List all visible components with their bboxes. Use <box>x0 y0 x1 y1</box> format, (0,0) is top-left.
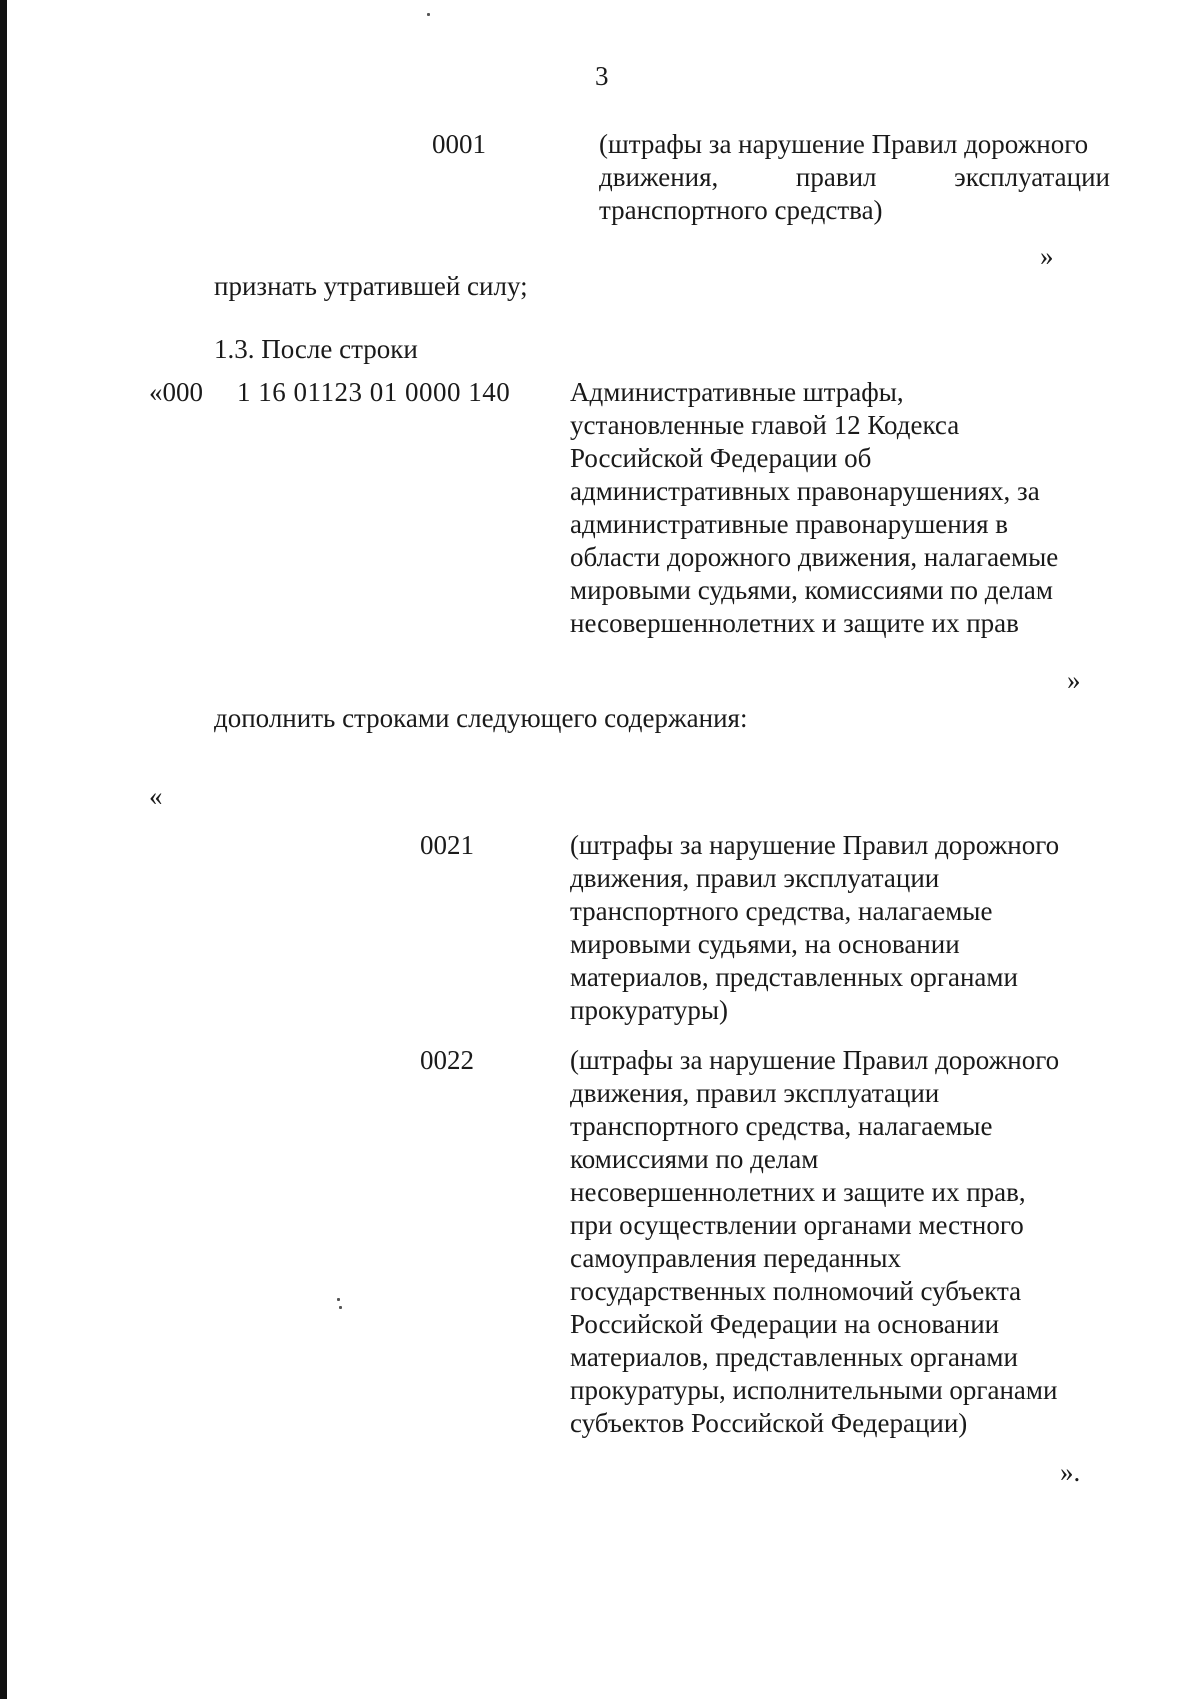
description-line: транспортного средства, налагаемые <box>570 1111 993 1141</box>
description-line: (штрафы за нарушение Правил дорожного <box>570 830 1060 860</box>
description-line: области дорожного движения, налагаемые <box>570 542 1059 572</box>
description-line: самоуправления переданных <box>570 1243 902 1273</box>
description-line: транспортного средства) <box>599 195 883 225</box>
description-line: движения, правил эксплуатации <box>570 863 940 893</box>
supplement-text: дополнить строками следующего содержания: <box>214 703 748 733</box>
scan-speck <box>427 13 430 16</box>
scan-speck <box>337 1298 340 1301</box>
description-line: при осуществлении органами местного <box>570 1210 1024 1240</box>
close-quote: » <box>1040 241 1054 271</box>
description-line: Российской Федерации об <box>570 443 872 473</box>
budget-code-description <box>570 376 1110 640</box>
description-line: субъектов Российской Федерации) <box>570 1408 968 1438</box>
code-0022-description <box>570 1044 1110 1440</box>
description-line: транспортного средства, налагаемые <box>570 896 993 926</box>
description-line: мировыми судьями, комиссиями по делам <box>570 575 1053 605</box>
description-line: установленные главой 12 Кодекса <box>570 410 960 440</box>
page-number: 3 <box>595 61 609 91</box>
description-line: прокуратуры, исполнительными органами <box>570 1375 1058 1405</box>
code-0021: 0021 <box>420 830 474 860</box>
description-line: прокуратуры) <box>570 995 729 1025</box>
repeal-text: признать утратившей силу; <box>214 271 528 301</box>
close-quote: » <box>1067 665 1081 695</box>
description-line: административных правонарушениях, за <box>570 476 1040 506</box>
budget-code: 1 16 01123 01 0000 140 <box>237 377 511 407</box>
description-line: материалов, представленных органами <box>570 962 1018 992</box>
description-line: движения, правил эксплуатации <box>570 1078 940 1108</box>
description-line: государственных полномочий субъекта <box>570 1276 1022 1306</box>
description-line: Административные штрафы, <box>570 377 904 407</box>
description-line: несовершеннолетних и защите их прав <box>570 608 1019 638</box>
description-line: (штрафы за нарушение Правил дорожного <box>599 129 1089 159</box>
open-quote: « <box>149 781 163 811</box>
code-0001-description <box>599 128 1110 227</box>
code-0021-description <box>570 829 1110 1027</box>
description-line: движения, правил эксплуатации <box>599 162 1110 192</box>
description-line: административные правонарушения в <box>570 509 1009 539</box>
description-line: материалов, представленных органами <box>570 1342 1018 1372</box>
code-0022: 0022 <box>420 1045 474 1075</box>
item-heading: 1.3. После строки <box>214 334 418 364</box>
scan-speck <box>339 1306 342 1309</box>
final-close-quote: ». <box>1060 1457 1081 1487</box>
description-line: мировыми судьями, на основании <box>570 929 960 959</box>
description-line: Российской Федерации на основании <box>570 1309 1000 1339</box>
row-prefix: «000 <box>149 377 203 407</box>
code-0001: 0001 <box>432 129 486 159</box>
description-line: несовершеннолетних и защите их прав, <box>570 1177 1026 1207</box>
description-line: комиссиями по делам <box>570 1144 819 1174</box>
scan-edge <box>0 0 7 1699</box>
description-line: (штрафы за нарушение Правил дорожного <box>570 1045 1060 1075</box>
